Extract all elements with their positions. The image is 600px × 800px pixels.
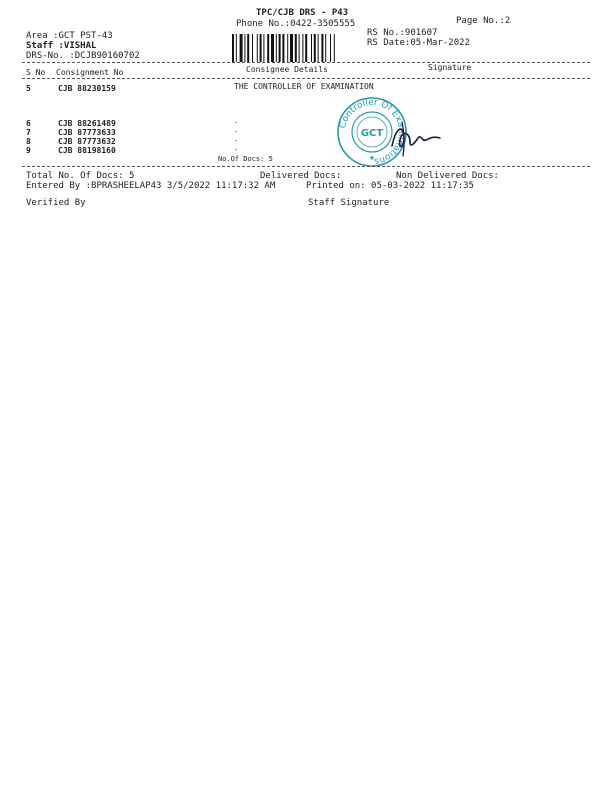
delivered-docs: Delivered Docs: xyxy=(260,171,342,181)
column-header-consignee: Consignee Details xyxy=(246,65,328,74)
row-consignment: CJB 87773632 xyxy=(58,137,116,146)
row-consignee: - xyxy=(234,146,239,154)
verified-by: Verified By xyxy=(26,198,86,208)
divider-bottom xyxy=(22,166,590,167)
row-sno: 5 xyxy=(26,84,31,93)
rs-date: RS Date:05-Mar-2022 xyxy=(367,38,470,48)
entered-by: Entered By :BPRASHEELAP43 3/5/2022 11:17:32 AM xyxy=(26,181,276,191)
document-title: TPC/CJB DRS - P43 xyxy=(256,8,349,18)
staff-label: Staff :VISHAL xyxy=(26,41,97,51)
divider-top xyxy=(22,62,590,63)
row-sno: 8 xyxy=(26,137,31,146)
area-label: Area :GCT PST-43 xyxy=(26,31,113,41)
barcode xyxy=(232,34,362,62)
svg-text:Controller Of Examinations: Controller Of Examinations xyxy=(338,97,407,166)
staff-signature: Staff Signature xyxy=(308,198,390,208)
row-consignment: CJB 88198160 xyxy=(58,146,116,155)
row-consignment: CJB 88261489 xyxy=(58,119,116,128)
column-header-sno: S No xyxy=(26,68,46,77)
handwritten-signature xyxy=(388,118,444,158)
row-sno: 7 xyxy=(26,128,31,137)
row-sno: 9 xyxy=(26,146,31,155)
row-consignee: - xyxy=(234,128,239,136)
row-consignment: CJB 88230159 xyxy=(58,84,116,93)
row-consignee: THE CONTROLLER OF EXAMINATION xyxy=(234,82,374,91)
no-of-docs: No.Of Docs: 5 xyxy=(218,155,273,163)
non-delivered-docs: Non Delivered Docs: xyxy=(396,171,499,181)
divider-header xyxy=(22,78,590,79)
row-sno: 6 xyxy=(26,119,31,128)
phone-number: Phone No.:0422-3505555 xyxy=(236,19,356,29)
row-consignment: CJB 87773633 xyxy=(58,128,116,137)
column-header-signature: Signature xyxy=(428,63,472,72)
printed-on: Printed on: 05-03-2022 11:17:35 xyxy=(306,181,474,191)
drs-number: DRS-No. :DCJB90160702 xyxy=(26,51,140,61)
row-consignee: - xyxy=(234,137,239,145)
total-docs: Total No. Of Docs: 5 xyxy=(26,171,135,181)
rs-number: RS No.:901607 xyxy=(367,28,438,38)
page-number: Page No.:2 xyxy=(456,16,511,26)
column-header-consignment: Consignment No xyxy=(56,68,124,77)
row-consignee: - xyxy=(234,119,239,127)
svg-text:★: ★ xyxy=(368,154,376,162)
svg-text:GCT: GCT xyxy=(360,128,384,139)
